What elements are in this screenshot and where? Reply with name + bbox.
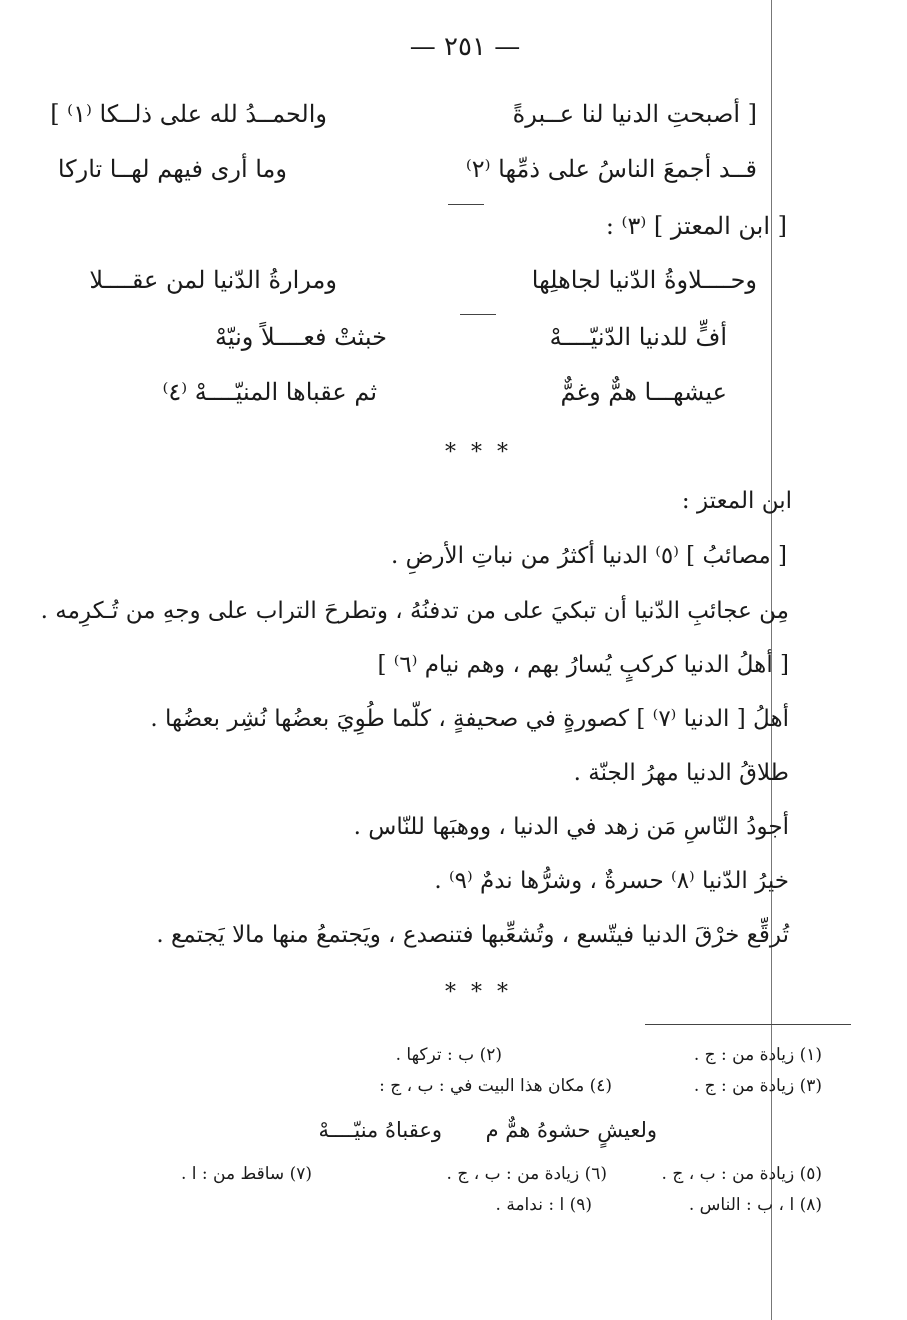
footnote-5: (٥) زيادة من : ب ، ج .	[661, 1164, 822, 1184]
poem1-line1-hemistich-a: [ أصبحتِ الدنيا لنا عــبرةً	[512, 100, 757, 128]
prose-line-1: [ مصائبُ ] ⁽٥⁾ الدنيا أكثرُ من نباتِ الأرضِ .	[390, 543, 787, 569]
footnote-8: (٨) ا ، ب : الناس .	[688, 1195, 822, 1215]
poem2-line3-hemistich-a: عيشهـــا همٌّ وغمٌّ	[560, 378, 727, 406]
poem2-line3-hemistich-b: ثم عقباها المنيّــــهْ ⁽٤⁾	[162, 378, 377, 406]
footnote-rule	[645, 1024, 851, 1025]
footnote-4-verse-b: وعقباهُ منيّــــهْ	[318, 1118, 442, 1142]
footnote-4-verse-a: ولعيشٍ حشوهُ همٌّ م	[485, 1118, 657, 1142]
footnote-6: (٦) زيادة من : ب ، ج .	[446, 1164, 607, 1184]
poem1-line2-hemistich-b: وما أرى فيهم لهــا تاركا	[57, 155, 287, 183]
short-rule-2	[460, 314, 496, 315]
prose-line-3: [ أهلُ الدنيا كركبٍ يُسارُ بهم ، وهم نيام ⁽٦⁾ ]	[377, 652, 789, 678]
poem1-line1-hemistich-b: والحمــدُ لله على ذلــكا ⁽١⁾ ]	[50, 100, 327, 128]
poem2-line1-hemistich-b: ومرارةُ الدّنيا لمن عقــــلا	[89, 266, 337, 294]
prose-line-7: خيرُ الدّنيا ⁽٨⁾ حسرةٌ ، وشرُّها ندمٌ ⁽٩⁾ .	[434, 868, 789, 894]
prose-line-5: طلاقُ الدنيا مهرُ الجنّة .	[573, 760, 789, 786]
section-divider-stars: * * *	[445, 440, 512, 465]
footnote-9: (٩) ا : ندامة .	[495, 1195, 592, 1215]
short-rule	[448, 204, 484, 205]
poem2-line1-hemistich-a: وحــــلاوةُ الدّنيا لجاهلِها	[531, 266, 757, 294]
prose-line-2: مِن عجائبِ الدّنيا أن تبكيَ على من تدفنُهُ ، وتطرحَ التراب على وجهِ من تُـكرِمه .	[40, 598, 789, 624]
poem2-line2-hemistich-a: أفٍّ للدنيا الدّنيّــــهْ	[549, 323, 727, 351]
attribution-ibn-al-mutazz-1: [ ابن المعتز ] ⁽٣⁾ :	[605, 212, 787, 240]
footnote-2: (٢) ب : تركها .	[395, 1045, 502, 1065]
footnote-4: (٤) مكان هذا البيت في : ب ، ج :	[379, 1076, 612, 1096]
prose-line-8: تُرقِّع خرْقَ الدنيا فيتّسع ، وتُشعِّبها فتنصدع ، ويَجتمعُ منها مالا يَجتمع .	[156, 922, 789, 948]
poem1-line2-hemistich-a: قــد أجمعَ الناسُ على ذمِّها ⁽٢⁾	[465, 155, 757, 183]
attribution-ibn-al-mutazz-2: ابن المعتز :	[681, 488, 792, 514]
prose-line-6: أجودُ النّاسِ مَن زهد في الدنيا ، ووهبَها للنّاس .	[353, 814, 789, 840]
footnote-7: (٧) ساقط من : ا .	[180, 1164, 312, 1184]
prose-line-4: أهلُ [ الدنيا ⁽٧⁾ ] كصورةٍ في صحيفةٍ ، كلّما طُوِيَ بعضُها نُشِر بعضُها .	[150, 706, 789, 732]
poem2-line2-hemistich-b: خبثتْ فعــــلاً ونيّهْ	[214, 323, 387, 351]
footnote-1: (١) زيادة من : ج .	[693, 1045, 822, 1065]
footnote-3: (٣) زيادة من : ج .	[693, 1076, 822, 1096]
page-number: — ٢٥١ —	[409, 32, 521, 62]
section-divider-stars-2: * * *	[445, 980, 512, 1005]
